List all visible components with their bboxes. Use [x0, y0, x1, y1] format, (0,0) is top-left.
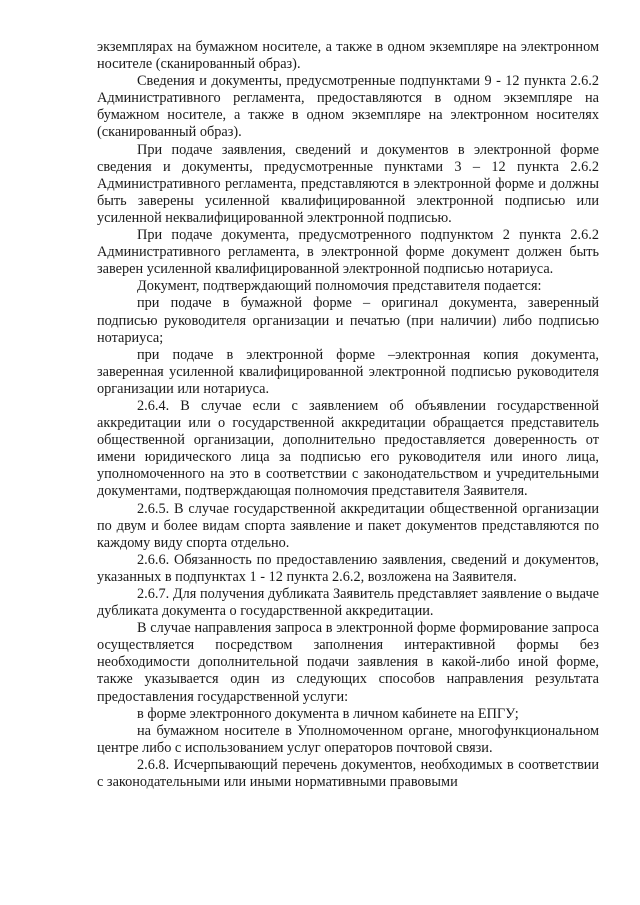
- paragraph-2-6-5: 2.6.5. В случае государственной аккредитации общественной организации по двум и более видам спорта заявление и пакет документов представляются по каждому виду спорта отдельно.: [97, 500, 599, 551]
- paragraph-2-6-7: 2.6.7. Для получения дубликата Заявитель представляет заявление о выдаче дубликата документа о государственной аккредитации.: [97, 586, 599, 620]
- paragraph-paper-form: при подаче в бумажной форме – оригинал документа, заверенный подписью руководителя организации и печатью (при наличии) либо подписью нотариуса;: [97, 295, 599, 346]
- paragraph-electronic-request: В случае направления запроса в электронной форме формирование запроса осуществляется посредством заполнения интерактивной формы без необходимости дополнительной подачи заявления в какой-либо иной форме, также указывается один из следующих способов направления результата предоставления государственной услуги:: [97, 620, 599, 705]
- paragraph-epgu-option: в форме электронного документа в личном кабинете на ЕПГУ;: [137, 705, 519, 722]
- paragraph-notary-signature: При подаче документа, предусмотренного подпунктом 2 пункта 2.6.2 Административного регламента, в электронной форме документ должен быть заверен усиленной квалифицированной электронной подписью нотариуса.: [97, 227, 599, 278]
- paragraph-representative-authority: Документ, подтверждающий полномочия представителя подается:: [137, 278, 542, 295]
- paragraph-continuation: экземплярах на бумажном носителе, а также в одном экземпляре на электронном носителе (сканированный образ).: [97, 39, 599, 73]
- paragraph-paper-option: на бумажном носителе в Уполномоченном органе, многофункциональном центре либо с использованием услуг операторов почтовой связи.: [97, 722, 599, 756]
- paragraph-2-6-8: 2.6.8. Исчерпывающий перечень документов, необходимых в соответствии с законодательными или иными нормативными правовыми: [97, 756, 599, 791]
- paragraph-scanned-copies: Сведения и документы, предусмотренные подпунктами 9 - 12 пункта 2.6.2 Административного регламента, предоставляются в одном экземпляре на бумажном носителе, а также в одном экземпляре на электронном носителях (сканированный образ).: [97, 73, 599, 141]
- document-body: [97, 39, 599, 791]
- paragraph-electronic-form: при подаче в электронной форме –электронная копия документа, заверенная усиленной квалифицированной электронной подписью руководителя организации или нотариуса.: [97, 346, 599, 397]
- paragraph-2-6-4: 2.6.4. В случае если с заявлением об объявлении государственной аккредитации или о государственной аккредитации обращается представитель общественной организации, дополнительно предоставляется доверенность от имени юридического лица за подписью его руководителя или иного лица, уполномоченного на это в соответствии с законодательством и учредительными документами, подтверждающая полномочия представителя Заявителя.: [97, 397, 599, 500]
- paragraph-electronic-submission: При подаче заявления, сведений и документов в электронной форме сведения и документы, предусмотренные пунктами 3 – 12 пункта 2.6.2 Административного регламента, представляются в электронной форме и должны быть заверены усиленной квалифицированной электронной подписью или усиленной неквалифицированной электронной подписью.: [97, 141, 599, 226]
- paragraph-2-6-6: 2.6.6. Обязанность по предоставлению заявления, сведений и документов, указанных в подпунктах 1 - 12 пункта 2.6.2, возложена на Заявителя.: [97, 551, 599, 585]
